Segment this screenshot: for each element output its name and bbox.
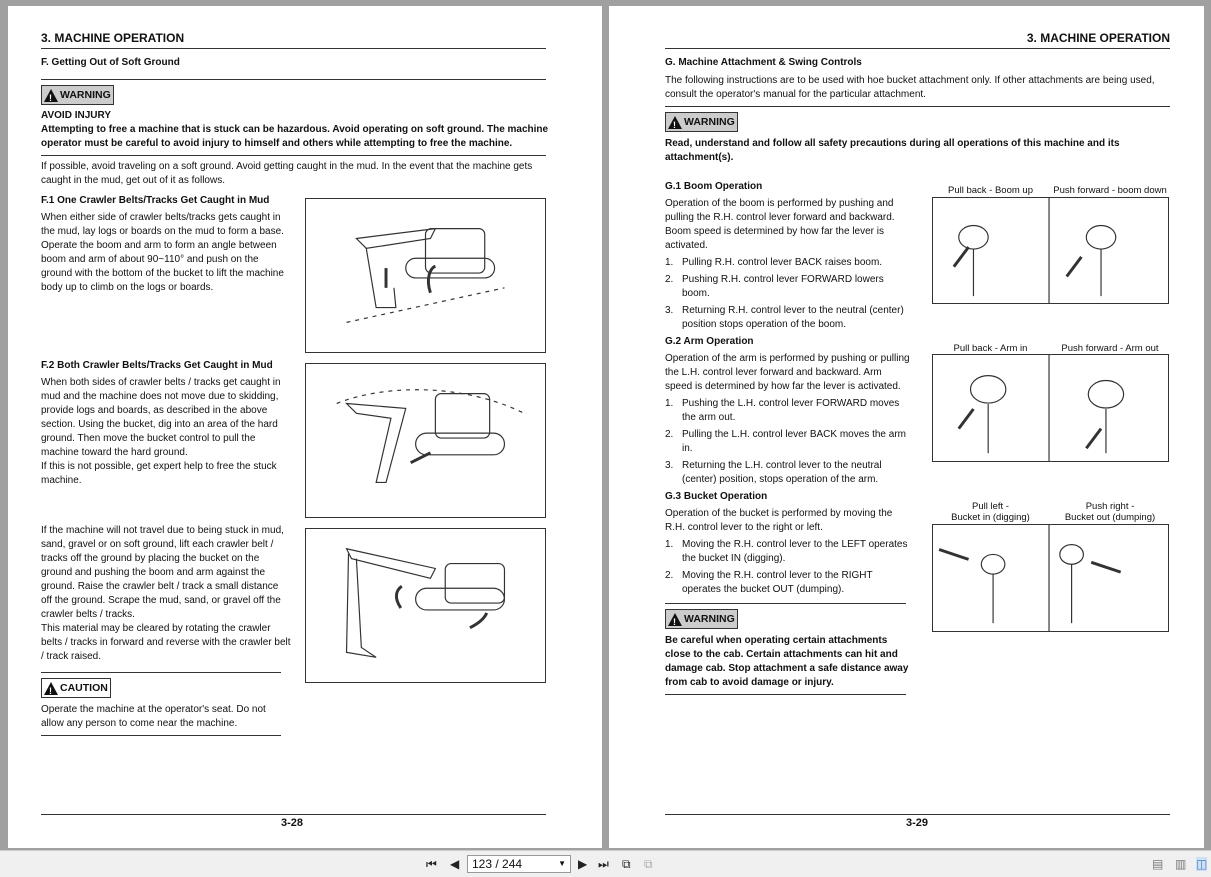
- pdf-page-right: [609, 6, 1204, 848]
- next-page-icon[interactable]: ▶: [578, 857, 588, 871]
- list-item: 1. Moving the R.H. control lever to the LEFT operates the bucket IN (digging).: [665, 539, 908, 564]
- last-page-icon[interactable]: ⏭: [598, 857, 609, 871]
- figure-caption: Pull back - Boom up: [947, 185, 1033, 196]
- f1-block: [41, 194, 291, 295]
- excavator-illustration: [306, 199, 545, 352]
- f1-title: F.1 One Crawler Belts/Tracks Get Caught in Mud: [41, 195, 270, 206]
- f3-text: If the machine will not travel due to being stuck in mud, sand, gravel or on soft ground, lift each crawler belt / tracks off the ground by placing the bucket on the ground and pushing the boom and arm against the ground. Raise the crawler belt / track a small distance off the ground. Scrape the mud, sand, or gravel off the crawler belts / tracks.: [41, 525, 284, 620]
- controls-text-column: [665, 180, 911, 695]
- previous-page-icon[interactable]: ◀: [450, 857, 460, 871]
- caution-text: Operate the machine at the operator's seat. Do not allow any person to come near the machine.: [41, 703, 266, 729]
- divider: [41, 672, 281, 673]
- warning-label: WARNING: [684, 613, 735, 625]
- divider: [41, 48, 546, 49]
- list-item: 2. Pulling the L.H. control lever BACK moves the arm in.: [665, 429, 906, 454]
- single-page-view-icon[interactable]: ▤: [1152, 857, 1164, 871]
- footer-rule: [41, 814, 546, 815]
- list-item: 1. Pulling R.H. control lever BACK raises boom.: [665, 257, 883, 268]
- warning-label: WARNING: [60, 89, 111, 101]
- figure-lift-track: [305, 528, 546, 683]
- f1-text: When either side of crawler belts/tracks gets caught in the mud, lay logs or boards on the mud to form a base. Operate the boom and arm to form an angle between boom and arm of about 90~110° and push on the ground with the bottom of the bucket to lift the machine body up to climb on the logs or boards.: [41, 212, 284, 293]
- warning-triangle-icon: [44, 89, 58, 102]
- f2-block: [41, 359, 291, 488]
- figure-caption: Push right - Bucket out (dumping): [1064, 501, 1156, 523]
- go-forward-icon[interactable]: ⧉: [644, 857, 653, 871]
- g1-text: Operation of the boom is performed by pushing and pulling the R.H. control lever forward and backward. Boom speed is determined by how far the lever is activated.: [665, 198, 895, 251]
- figure-caption: Push forward - Arm out: [1061, 343, 1159, 354]
- f2-title: F.2 Both Crawler Belts/Tracks Get Caught in Mud: [41, 360, 273, 371]
- figure-one-track-stuck: [305, 198, 546, 353]
- avoid-injury-block: [41, 109, 551, 188]
- g3-text: Operation of the bucket is performed by moving the R.H. control lever to the right or left.: [665, 508, 893, 533]
- section-title: F. Getting Out of Soft Ground: [41, 57, 180, 68]
- caution-triangle-icon: [44, 682, 58, 695]
- figure-boom-controls: [932, 197, 1169, 304]
- page-number-input[interactable]: 123 / 244 ▼: [467, 855, 571, 873]
- g3-title: G.3 Bucket Operation: [665, 491, 768, 502]
- footer-rule: [665, 814, 1170, 815]
- excavator-illustration: [306, 364, 545, 517]
- pdf-page-left: [8, 6, 602, 848]
- divider: [665, 48, 1170, 49]
- page-header: 3. MACHINE OPERATION: [1026, 31, 1170, 45]
- g2-title: G.2 Arm Operation: [665, 336, 754, 347]
- pdf-toolbar: [0, 850, 1211, 877]
- divider: [665, 603, 906, 604]
- list-item: 1. Pushing the L.H. control lever FORWARD moves the arm out.: [665, 398, 900, 423]
- chevron-down-icon[interactable]: ▼: [558, 859, 566, 868]
- g2-list: [665, 397, 911, 487]
- list-item: 2. Moving the R.H. control lever to the RIGHT operates the bucket OUT (dumping).: [665, 570, 873, 595]
- control-lever-illustration: [933, 355, 1168, 461]
- g1-list: [665, 256, 911, 332]
- continuous-view-icon[interactable]: ▥: [1175, 857, 1187, 871]
- page-number: 3-28: [281, 817, 304, 829]
- divider: [41, 155, 546, 156]
- figure-caption: Pull back - Arm in: [953, 343, 1028, 354]
- divider: [665, 694, 906, 695]
- warning-badge: [665, 112, 738, 132]
- divider: [665, 106, 1170, 107]
- control-lever-illustration: [933, 198, 1168, 303]
- warning-text: Be careful when operating certain attachments close to the cab. Certain attachments can hit and damage cab. Stop attachment a safe distance away from cab to avoid damage or injury.: [665, 634, 909, 688]
- g3-list: [665, 538, 911, 597]
- f2-text: When both sides of crawler belts / tracks get caught in mud and the machine does not move due to skidding, provide logs and boards, as described in the above section. Using the bucket, dig into an area of the hard ground. Then move the bucket control to pull the machine toward the hard ground.: [41, 377, 281, 458]
- figure-caption: Pull left - Bucket in (digging): [951, 501, 1030, 523]
- f3-block: [41, 524, 291, 736]
- control-lever-illustration: [933, 525, 1168, 631]
- g1-title: G.1 Boom Operation: [665, 181, 763, 192]
- list-item: 3. Returning the L.H. control lever to the neutral (center) position, stops operation of the arm.: [665, 460, 882, 485]
- intro-block: [665, 56, 1173, 165]
- go-back-icon[interactable]: ⧉: [622, 857, 631, 871]
- divider: [41, 735, 281, 736]
- g2-text: Operation of the arm is performed by pushing or pulling the L.H. control lever forward and backward. Arm speed is determined by how far the lever is activated.: [665, 353, 910, 392]
- f2-text-2: If this is not possible, get expert help to free the stuck machine.: [41, 461, 277, 486]
- divider: [41, 79, 546, 80]
- first-page-icon[interactable]: ⏮: [426, 857, 437, 871]
- intro-text: If possible, avoid traveling on a soft ground. Avoid getting caught in the mud. In the event that the machine gets caught in the mud, get out of it as follows.: [41, 161, 533, 186]
- figure-both-tracks-stuck: [305, 363, 546, 518]
- figure-bucket-controls: [932, 524, 1169, 632]
- warning-triangle-icon: [668, 613, 682, 626]
- warning-badge: [41, 85, 114, 105]
- warning-triangle-icon: [668, 116, 682, 129]
- avoid-injury-text: Attempting to free a machine that is stuck can be hazardous. Avoid operating on soft ground. The machine operator must be careful to avoid injury to himself and others while attempting to free the machine.: [41, 124, 549, 149]
- avoid-injury-title: AVOID INJURY: [41, 110, 112, 121]
- page-number: 3-29: [906, 817, 929, 829]
- intro-text: The following instructions are to be used with hoe bucket attachment only. If other attachments are being used, consult the operator's manual for the particular attachment.: [665, 75, 1155, 100]
- excavator-illustration: [306, 529, 545, 682]
- two-page-view-icon[interactable]: ◫: [1196, 857, 1208, 871]
- warning-badge: [665, 609, 738, 629]
- section-title: G. Machine Attachment & Swing Controls: [665, 57, 862, 68]
- warning-text: Read, understand and follow all safety precautions during all operations of this machine and its attachment(s).: [665, 137, 1120, 163]
- caution-badge: [41, 678, 111, 698]
- list-item: 2. Pushing R.H. control lever FORWARD lowers boom.: [665, 274, 884, 299]
- list-item: 3. Returning R.H. control lever to the neutral (center) position stops operation of the boom.: [665, 305, 904, 330]
- figure-caption: Push forward - boom down: [1053, 185, 1167, 196]
- f3-text-2: This material may be cleared by rotating the crawler belts / tracks in forward and reverse with the crawler belt / track raised.: [41, 623, 291, 662]
- caution-label: CAUTION: [60, 682, 108, 694]
- page-header: 3. MACHINE OPERATION: [41, 31, 185, 45]
- figure-arm-controls: [932, 354, 1169, 462]
- warning-label: WARNING: [684, 116, 735, 128]
